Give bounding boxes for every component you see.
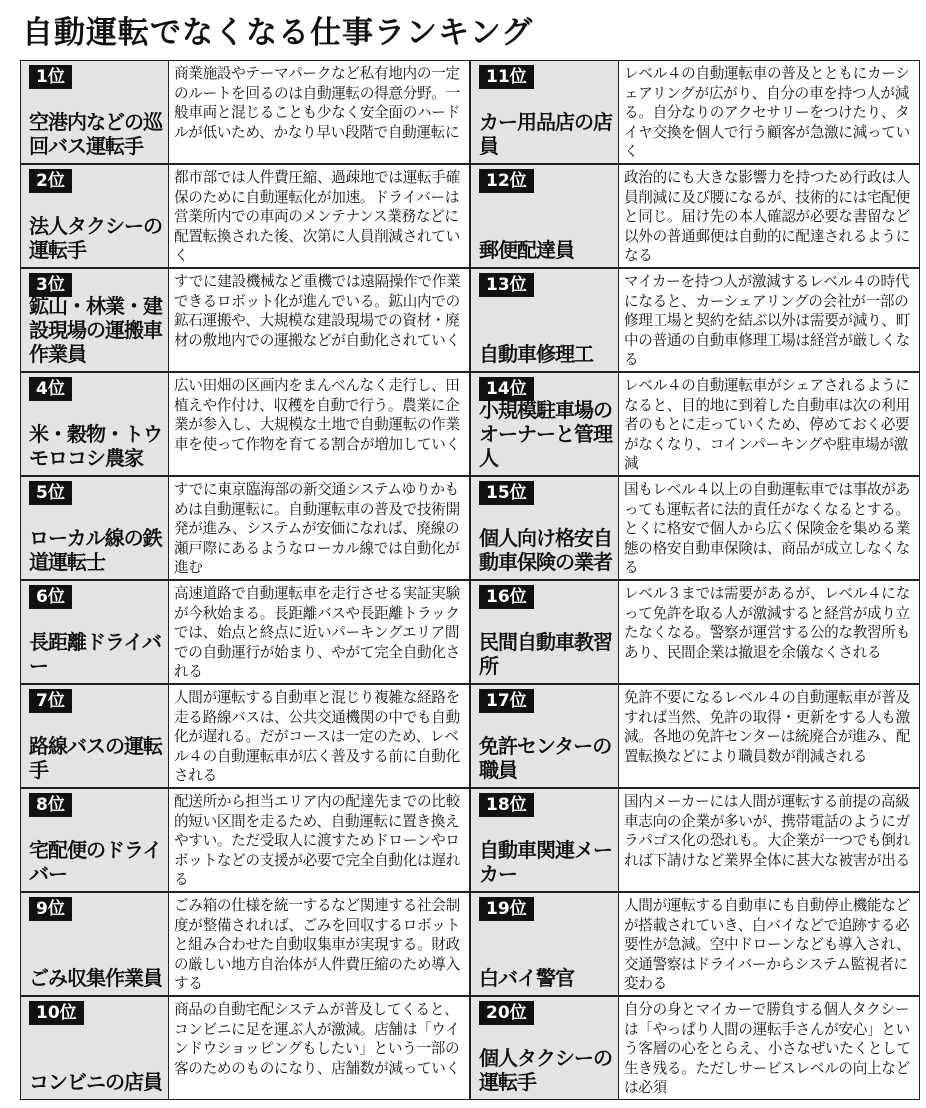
job-name: 路線バスの運転手 xyxy=(29,734,162,782)
job-cell xyxy=(471,373,619,475)
job-description: レベル３までは需要があるが、レベル４になって免許を取る人が激減すると経営が成り立たなくなる。警察が運営する公的な教習所もあり、民間企業は撤退を余儀なくされる xyxy=(624,585,910,661)
job-name: 免許センターの職員 xyxy=(479,734,612,782)
job-description: すでに東京臨海部の新交通システムゆりかもめは自動運転に。自動運転車の普及で技術開発が進み、システムが安価になれば、廃線の瀬戸際にあるようなローカル線では自動化が進む xyxy=(174,481,460,577)
job-cell xyxy=(471,581,619,683)
rank-badge: 4位 xyxy=(29,377,72,401)
job-name: 長距離ドライバー xyxy=(29,630,161,678)
ranking-row xyxy=(470,996,920,1100)
ranking-row xyxy=(470,164,920,268)
job-description: すでに建設機械など重機では遠隔操作で作業できるロボット化が進んでいる。鉱山内での鉱石運搬や、大規模な建設現場での資材・廃材の敷地内での運搬などが自動化されていく xyxy=(174,273,461,349)
ranking-row xyxy=(470,580,920,684)
ranking-row xyxy=(470,60,920,164)
job-description: レベル４の自動運転車の普及とともにカーシェアリングが広がり、自分の車を持つ人が減る。自分なりのアクセサリーをつけたり、タイヤ交換を個人で行う顧客が急激に減っていく xyxy=(624,65,910,161)
rank-badge: 11位 xyxy=(479,65,534,89)
ranking-column-left xyxy=(20,60,470,1100)
rank-badge: 14位 xyxy=(479,377,534,401)
job-cell xyxy=(471,477,619,579)
job-description: 国もレベル４以上の自動運転車では事故があっても運転者に法的責任がなくなるとする。とくに格安で個人から広く保険金を集める業態の格安自動車保険は、商品が成立しなくなる xyxy=(624,481,910,577)
ranking-row xyxy=(470,892,920,996)
ranking-row xyxy=(20,580,470,684)
rank-badge: 12位 xyxy=(479,169,534,193)
job-cell xyxy=(471,165,619,267)
job-cell xyxy=(471,685,619,787)
rank-badge: 15位 xyxy=(479,481,534,505)
job-name: カー用品店の店員 xyxy=(479,110,612,158)
job-name: 個人タクシーの運転手 xyxy=(479,1046,612,1094)
rank-badge: 3位 xyxy=(29,273,72,297)
job-cell xyxy=(21,997,169,1099)
job-description: 高速道路で自動運転車を走行させる実証実験が今秋始まる。長距離バスや長距離トラックでは、始点と終点に近いパーキングエリア間での自動運行が始まり、やがて完全自動化される xyxy=(174,585,460,681)
ranking-row xyxy=(470,684,920,788)
job-name: 自動車関連メーカー xyxy=(479,838,612,886)
job-cell xyxy=(471,997,619,1099)
ranking-row xyxy=(20,476,470,580)
rank-badge: 10位 xyxy=(29,1001,84,1025)
job-cell xyxy=(471,269,619,371)
job-description: 配送所から担当エリア内の配達先までの比較的短い区間を走るため、自動運転に置き換えやすい。ただ受取人に渡すためドローンやロボットなどの支援が必要で完全自動化は遅れる xyxy=(174,793,460,889)
ranking-row xyxy=(20,268,470,372)
job-description: 商品の自動宅配システムが普及してくると、コンビニに足を運ぶ人が激減。店舗は「ウインドウショッピングもしたい」という一部の客のためのものになり、店舗数が減っていく xyxy=(174,1001,460,1077)
job-description: レベル４の自動運転車がシェアされるようになると、目的地に到着した自動車は次の利用者のもとに走っていくため、停めておく必要がなくなり、コインパーキングや駐車場が激減 xyxy=(624,377,910,473)
job-cell xyxy=(21,165,169,267)
ranking-column-right xyxy=(470,60,920,1100)
ranking-row xyxy=(470,372,920,476)
job-name: 白バイ警官 xyxy=(479,966,574,990)
job-cell xyxy=(21,477,169,579)
ranking-row xyxy=(20,892,470,996)
ranking-row xyxy=(470,476,920,580)
job-description: 国内メーカーには人間が運転する前提の高級車志向の企業が多いが、携帯電話のようにガラパゴス化の恐れも。大企業が一つでも倒れれば下請けなど業界全体に甚大な被害が出る xyxy=(624,793,910,869)
ranking-row xyxy=(20,684,470,788)
job-name: 法人タクシーの運転手 xyxy=(29,214,162,262)
rank-badge: 20位 xyxy=(479,1001,534,1025)
job-description: ごみ箱の仕様を統一するなど関連する社会制度が整備されれば、ごみを回収するロボットと組み合わせた自動収集車が実現する。財政の厳しい地方自治体が人件費圧縮のため導入する xyxy=(174,897,460,993)
job-description: 政治的にも大きな影響力を持つため行政は人員削減に及び腰になるが、技術的には宅配便と同じ。届け先の本人確認が必要な書留など以外の普通郵便は自動的に配達されるようになる xyxy=(624,169,910,265)
job-name: 郵便配達員 xyxy=(479,238,574,262)
rank-badge: 7位 xyxy=(29,689,72,713)
job-description: 人間が運転する自動車にも自動停止機能などが搭載されていき、白バイなどで追跡する必要性が急減。空中ドローンなども導入され、交通警察はドライバーからシステム監視者に変わる xyxy=(624,897,911,993)
rank-badge: 2位 xyxy=(29,169,72,193)
job-name: 宅配便のドライバー xyxy=(29,838,162,886)
job-name: 民間自動車教習所 xyxy=(479,630,612,678)
job-cell xyxy=(21,269,169,371)
rank-badge: 9位 xyxy=(29,897,72,921)
job-description: 商業施設やテーマパークなど私有地内の一定のルートを回るのは自動運転の得意分野。一般車両と混じることも少なく安全面のハードルが低いため、かなり早い段階で自動運転に xyxy=(174,65,460,141)
job-name: 小規模駐車場のオーナーと管理人 xyxy=(479,398,612,470)
job-description: 自分の身とマイカーで勝負する個人タクシーは「やっぱり人間の運転手さんが安心」という客層の心をとらえ、小さなぜいたくとして生き残る。ただしサービスレベルの向上などは必須 xyxy=(624,1001,911,1097)
job-description: 免許不要になるレベル４の自動運転車が普及すれば当然、免許の取得・更新をする人も激減。各地の免許センターは統廃合が進み、配置転換などにより職員数が削減される xyxy=(624,689,911,765)
job-cell xyxy=(21,373,169,475)
job-description: 広い田畑の区画内をまんべんなく走行し、田植えや作付け、収穫を自動で行う。農業に企業が参入し、大規模な土地で自動運転の作業車を使って作物を育てる割合が増加していく xyxy=(174,377,460,453)
ranking-row xyxy=(20,60,470,164)
job-cell xyxy=(471,789,619,891)
job-name: 米・穀物・トウモロコシ農家 xyxy=(29,422,162,470)
job-cell xyxy=(471,893,619,995)
job-cell xyxy=(21,893,169,995)
job-name: コンビニの店員 xyxy=(29,1070,162,1094)
ranking-row xyxy=(20,996,470,1100)
job-cell xyxy=(21,61,169,163)
job-name: 自動車修理工 xyxy=(479,342,593,366)
rank-badge: 6位 xyxy=(29,585,72,609)
rank-badge: 19位 xyxy=(479,897,534,921)
rank-badge: 8位 xyxy=(29,793,72,817)
job-name: 鉱山・林業・建設現場の運搬車作業員 xyxy=(29,294,162,366)
job-description: 人間が運転する自動車と混じり複雑な経路を走る路線バスは、公共交通機関の中でも自動化が遅れる。だがコースは一定のため、レベル４の自動運転車が広く普及する前に自動化される xyxy=(174,689,460,785)
job-cell xyxy=(21,685,169,787)
rank-badge: 17位 xyxy=(479,689,534,713)
ranking-row xyxy=(20,372,470,476)
job-cell xyxy=(21,581,169,683)
job-description: 都市部では人件費圧縮、過疎地では運転手確保のために自動運転化が加速。ドライバーは営業所内での車両のメンテナンス業務などに配置転換された後、次第に人員削減されていく xyxy=(174,169,460,265)
ranking-row xyxy=(470,268,920,372)
ranking-row xyxy=(20,164,470,268)
rank-badge: 1位 xyxy=(29,65,72,89)
ranking-row xyxy=(470,788,920,892)
job-description: マイカーを持つ人が激減するレベル４の時代になると、カーシェアリングの会社が一部の修理工場と契約を結ぶ以外は需要が減り、町中の普通の自動車修理工場は経営が厳しくなる xyxy=(624,273,910,369)
rank-badge: 18位 xyxy=(479,793,534,817)
rank-badge: 13位 xyxy=(479,273,534,297)
job-name: 個人向け格安自動車保険の業者 xyxy=(479,526,612,574)
rank-badge: 5位 xyxy=(29,481,72,505)
job-name: ローカル線の鉄道運転士 xyxy=(29,526,162,574)
job-cell xyxy=(21,789,169,891)
job-name: 空港内などの巡回バス運転手 xyxy=(29,110,162,158)
rank-badge: 16位 xyxy=(479,585,534,609)
job-cell xyxy=(471,61,619,163)
job-name: ごみ収集作業員 xyxy=(29,966,162,990)
page-title: 自動運転でなくなる仕事ランキング xyxy=(22,15,534,51)
ranking-row xyxy=(20,788,470,892)
